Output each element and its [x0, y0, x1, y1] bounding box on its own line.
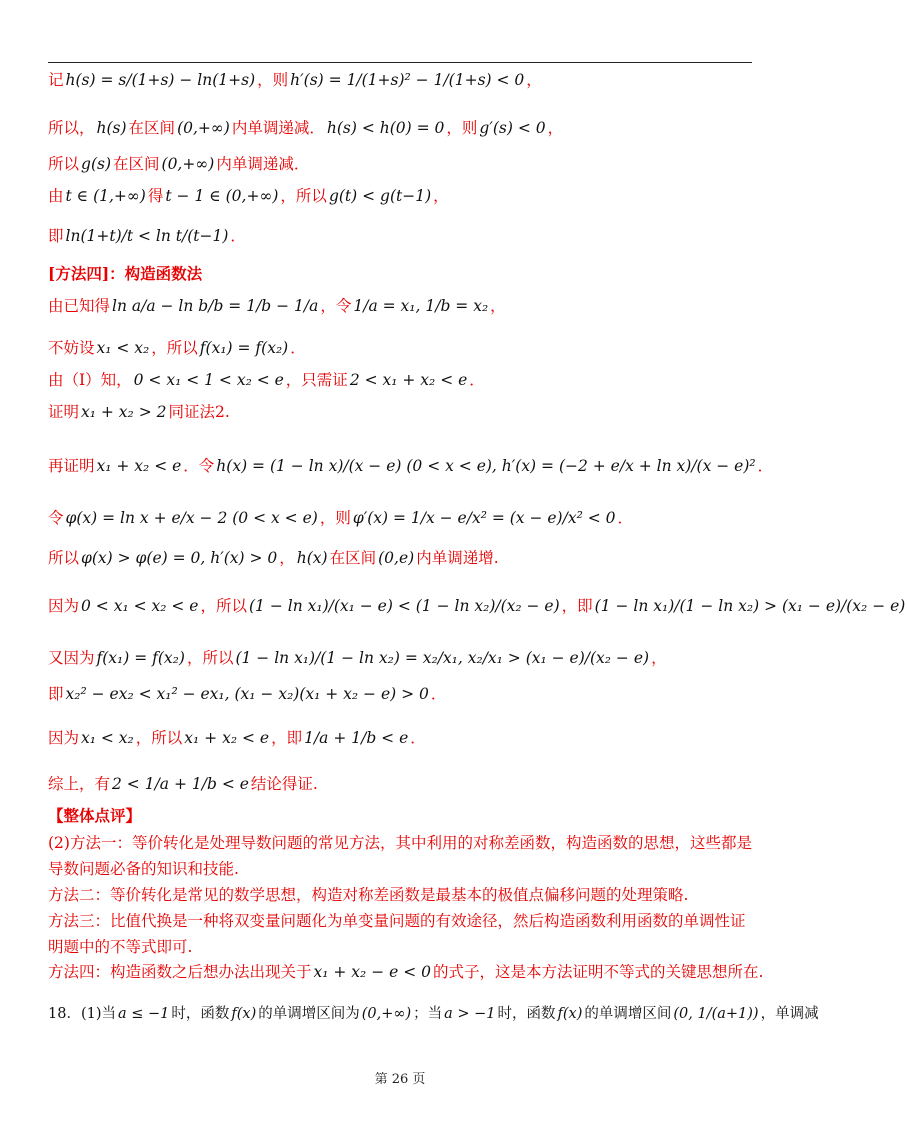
text: ， [433, 187, 449, 205]
text: 不妨设 [48, 339, 95, 357]
formula: 1/a + 1/b < e [304, 729, 409, 747]
formula: h(s) < h(0) = 0 [326, 119, 445, 137]
text: 18．(1)当 [48, 1006, 116, 1022]
formula: h(x) [296, 549, 328, 567]
text: 证明 [48, 403, 80, 421]
text: ，则 [319, 509, 351, 527]
formula: t ∈ (1,+∞) [65, 187, 146, 205]
text: 的单调增区间 [584, 1006, 672, 1022]
text: 因为 [48, 729, 80, 747]
text: ，则 [446, 119, 478, 137]
line-also-because [48, 648, 667, 668]
formula: 0 < x₁ < 1 < x₂ < e [133, 371, 284, 389]
text: 的式子，这是本方法证明不等式的关键思想所在. [432, 963, 764, 981]
formula: h′(s) = 1/(1+s)² − 1/(1+s) < 0 [290, 71, 525, 89]
line-assume [48, 338, 306, 358]
line-expand [48, 684, 446, 704]
text: 在区间 [128, 119, 176, 137]
text: ，即 [561, 597, 593, 615]
review-method-four [48, 962, 763, 982]
text: 即 [48, 227, 64, 245]
method-four-heading [48, 264, 202, 284]
line-h-def [48, 70, 542, 90]
text: ；当 [413, 1006, 443, 1022]
line-prove-gt2 [48, 402, 230, 422]
text: ，所以 [151, 339, 198, 357]
text: ． [290, 339, 306, 357]
line-h-decreasing [48, 118, 563, 138]
formula: t − 1 ∈ (0,+∞) [165, 187, 279, 205]
text: ，所以 [200, 597, 247, 615]
text: ． [757, 457, 774, 475]
formula: x₁ + x₂ − e < 0 [313, 963, 431, 981]
line-known [48, 296, 506, 316]
text: ， [490, 297, 506, 315]
review-title [48, 806, 141, 826]
text: ，所以 [135, 729, 183, 747]
formula: x₁ < x₂ [96, 339, 150, 357]
formula: (0,+∞) [161, 155, 215, 173]
header-rule [48, 62, 752, 63]
page-number: 第 26 页 [374, 1072, 426, 1087]
text: ， [526, 71, 542, 89]
line-h-increasing [48, 548, 499, 568]
formula: (0,+∞) [361, 1006, 412, 1022]
formula: x₂² − ex₂ < x₁² − ex₁, (x₁ − x₂)(x₁ + x₂ − e) > 0 [65, 685, 429, 703]
text: 由已知得 [48, 297, 111, 315]
formula: φ(x) > φ(e) = 0, h′(x) > 0 [81, 549, 278, 567]
text: 时，函数 [497, 1006, 556, 1022]
text: 内单调递增. [416, 549, 499, 567]
text: ． [410, 729, 426, 747]
text: ． [617, 509, 633, 527]
text: ，单调减 [760, 1006, 819, 1022]
heading-text: [方法四]：构造函数法 [48, 264, 203, 283]
text: 令 [48, 509, 64, 527]
formula: 0 < x₁ < x₂ < e [81, 597, 199, 615]
text: 时，函数 [171, 1006, 230, 1022]
text: ，令 [320, 297, 352, 315]
formula: x₁ + x₂ < e [96, 457, 182, 475]
formula: f(x₁) = f(x₂) [199, 339, 289, 357]
text: 方法四：构造函数之后想办法出现关于 [48, 963, 312, 981]
text: 内单调递减． [216, 155, 310, 173]
line-because [48, 596, 907, 616]
text: 同证法2. [168, 403, 230, 421]
text: ． [430, 685, 447, 703]
text: ，即 [271, 729, 303, 747]
text: 在区间 [329, 549, 377, 567]
text: ，所以 [280, 187, 327, 205]
text: 又因为 [48, 649, 95, 667]
text: 所以 [48, 549, 80, 567]
text: ，则 [257, 71, 289, 89]
line-prove-lte [48, 456, 773, 476]
text: ． [230, 227, 246, 245]
text: ，所以 [186, 649, 234, 667]
text: 方法三：比值代换是一种将双变量问题化为单变量问题的有效途径，然后构造函数利用函数的单调性证明题中的不等式即可. [48, 912, 746, 956]
text: (2)方法一：等价转化是处理导数问题的常见方法，其中利用的对称差函数，构造函数的思想，这些都是导数问题必备的知识和技能. [48, 834, 752, 878]
text: 即 [48, 685, 64, 703]
formula: x₁ + x₂ < e [184, 729, 270, 747]
formula: 2 < x₁ + x₂ < e [349, 371, 468, 389]
formula: f(x) [231, 1006, 257, 1022]
review-method-three [48, 908, 756, 960]
formula: h(s) = s/(1+s) − ln(1+s) [65, 71, 256, 89]
formula: x₁ < x₂ [81, 729, 134, 747]
text: 结论得证. [250, 775, 318, 793]
text: ，只需证 [285, 371, 348, 389]
text: 方法二：等价转化是常见的数学思想，构造对称差函数是最基本的极值点偏移问题的处理策略. [48, 886, 689, 904]
text: ． [469, 371, 485, 389]
formula: (1 − ln x₁)/(1 − ln x₂) > (x₁ − e)/(x₂ − e) [594, 597, 906, 615]
review-method-two [48, 882, 756, 908]
text: 再证明 [48, 457, 95, 475]
text: 由（Ⅰ）知， [48, 371, 132, 389]
text: 因为 [48, 597, 80, 615]
line-from-part1 [48, 370, 485, 390]
formula: (1 − ln x₁)/(1 − ln x₂) = x₂/x₁, x₂/x₁ > (x₁ − e)/(x₂ − e) [235, 649, 650, 667]
formula: x₁ + x₂ > 2 [81, 403, 167, 421]
line-conclusion-ln [48, 226, 246, 246]
text: ， [547, 119, 564, 137]
formula: g′(s) < 0 [479, 119, 546, 137]
formula: ln(1+t)/t < ln t/(t−1) [65, 227, 229, 245]
question-18-answer [48, 1004, 819, 1024]
formula: g(s) [81, 155, 111, 173]
formula: a ≤ −1 [118, 1006, 170, 1022]
text: 所以 [48, 155, 80, 173]
formula: 2 < 1/a + 1/b < e [112, 775, 249, 793]
line-t-range [48, 186, 449, 206]
line-final-ineq [48, 728, 426, 748]
text: ．令 [183, 457, 215, 475]
review-method-one [48, 830, 756, 882]
formula: h(x) = (1 − ln x)/(x − e) (0 < x < e), h′(x) = (−2 + e/x + ln x)/(x − e)² [216, 457, 756, 475]
review-title-text: 【整体点评】 [48, 806, 142, 825]
formula: h(s) [96, 119, 127, 137]
text: 综上，有 [48, 775, 111, 793]
formula: (0,+∞) [177, 119, 230, 137]
text: 记 [48, 71, 64, 89]
formula: 1/a = x₁, 1/b = x₂ [353, 297, 489, 315]
text: 得 [147, 187, 164, 205]
text: 所以， [48, 119, 95, 137]
text: ， [651, 649, 667, 667]
formula: (0, 1/(a+1)) [673, 1006, 759, 1022]
text: 的单调增区间为 [258, 1006, 360, 1022]
text: ， [279, 549, 295, 567]
formula: ln a/a − ln b/b = 1/b − 1/a [112, 297, 319, 315]
formula: g(t) < g(t−1) [328, 187, 432, 205]
formula: φ′(x) = 1/x − e/x² = (x − e)/x² < 0 [352, 509, 616, 527]
text: 由 [48, 187, 64, 205]
formula: f(x₁) = f(x₂) [96, 649, 185, 667]
formula: (0,e) [378, 549, 415, 567]
line-phi-def [48, 508, 633, 528]
formula: (1 − ln x₁)/(x₁ − e) < (1 − ln x₂)/(x₂ − e) [249, 597, 560, 615]
text: 在区间 [113, 155, 160, 173]
formula: φ(x) = ln x + e/x − 2 (0 < x < e) [65, 509, 318, 527]
formula: f(x) [557, 1006, 583, 1022]
line-g-decreasing [48, 154, 309, 174]
formula: a > −1 [444, 1006, 496, 1022]
text: 内单调递减． [231, 119, 325, 137]
line-summary [48, 774, 318, 794]
